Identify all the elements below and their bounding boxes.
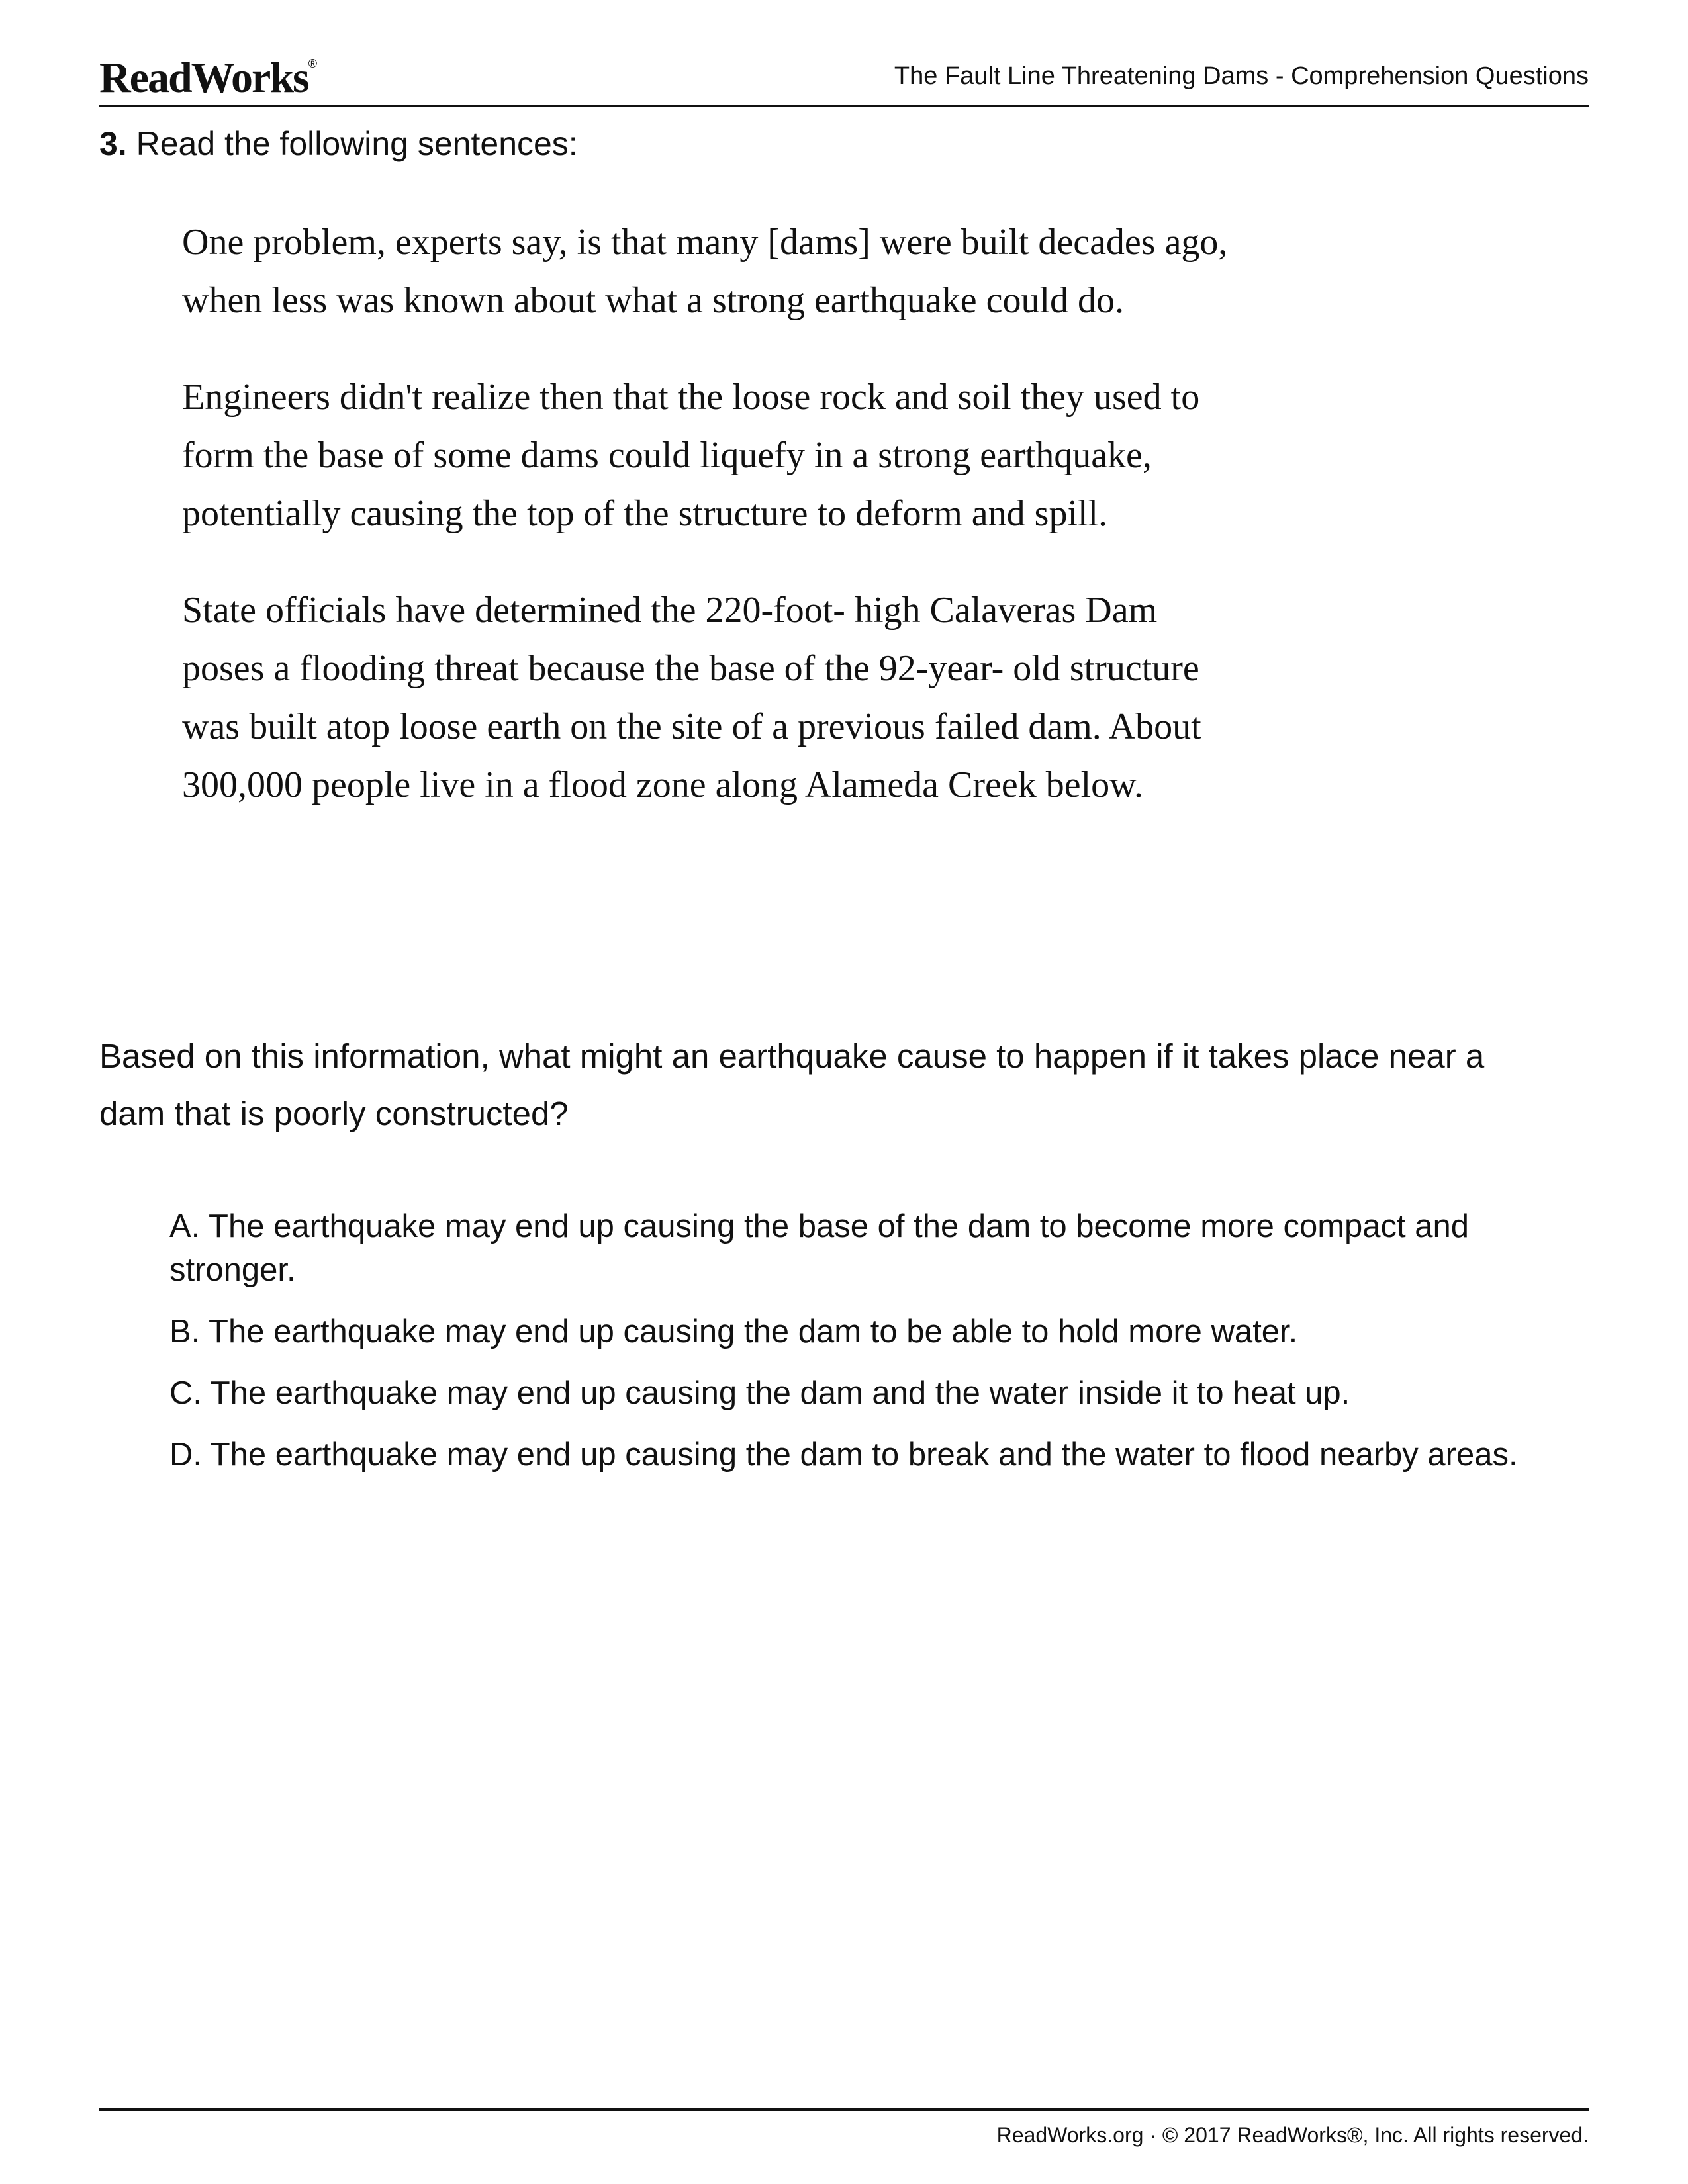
logo-text: ReadWorks [99,54,308,102]
page-header [99,52,1589,107]
passage-paragraph: State officials have determined the 220-foot- high Calaveras Dam poses a flooding threat because the base of the 92-year- old structure was built atop loose earth on the site of a previous failed dam. About 300,000 people live in a flood zone along Alameda Creek below. [182,590,1201,805]
footer-divider [99,2108,1589,2111]
answer-choice-d: D. The earthquake may end up causing the dam to break and the water to flood nearby areas. [169,1437,1518,1473]
question-prompt: Based on this information, what might an earthquake cause to happen if it takes place near a dam that is poorly constructed? [99,1037,1485,1132]
passage-excerpt [182,213,1248,852]
passage-paragraph: One problem, experts say, is that many [dams] were built decades ago, when less was known about what a strong earthquake could do. [182,222,1228,321]
question-heading [99,124,578,163]
answer-choices [169,1205,1566,1494]
document-title: The Fault Line Threatening Dams - Comprehension Questions [894,62,1589,90]
question-instruction: Read the following sentences: [136,125,578,162]
passage-paragraph: Engineers didn't realize then that the loose rock and soil they used to form the base of some dams could liquefy in a strong earthquake, potentially causing the top of the structure to deform and spill. [182,377,1200,534]
answer-choice-c: C. The earthquake may end up causing the dam and the water inside it to heat up. [169,1375,1350,1411]
footer-copyright: ReadWorks.org · © 2017 ReadWorks®, Inc. All rights reserved. [996,2123,1589,2147]
readworks-logo [99,53,316,103]
registered-mark: ® [308,57,316,70]
answer-choice-a: A. The earthquake may end up causing the base of the dam to become more compact and stronger. [169,1208,1470,1288]
question-number: 3. [99,125,127,162]
answer-choice-b: B. The earthquake may end up causing the dam to be able to hold more water. [169,1314,1298,1349]
